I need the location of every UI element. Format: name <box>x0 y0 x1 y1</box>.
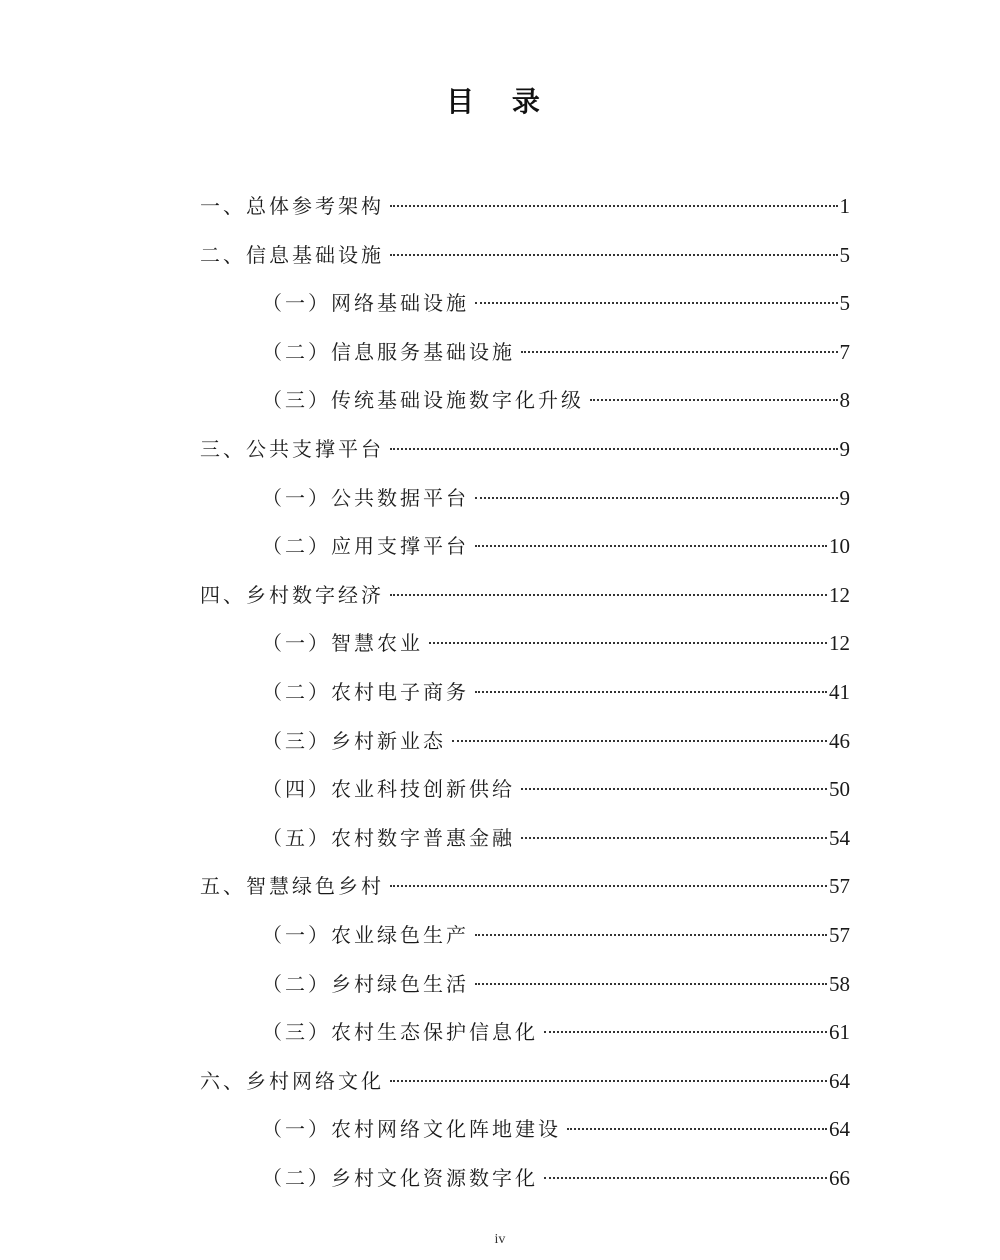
toc-entry-label: （三）传统基础设施数字化升级 <box>262 388 584 413</box>
dot-leader <box>544 1031 827 1033</box>
toc-entry-label: （一）农业绿色生产 <box>262 922 469 947</box>
toc-section-entry[interactable] <box>200 283 850 332</box>
toc-entry-label: （一）智慧农业 <box>262 631 423 656</box>
toc-section-entry[interactable] <box>200 721 850 770</box>
dot-leader <box>475 302 838 304</box>
toc-entry-label: 六、乡村网络文化 <box>200 1068 384 1093</box>
toc-entry-label: （二）应用支撑平台 <box>262 534 469 559</box>
dot-leader <box>390 448 838 450</box>
toc-entry-label: （一）公共数据平台 <box>262 485 469 510</box>
toc-entry-page: 64 <box>829 1068 850 1093</box>
dot-leader <box>590 399 838 401</box>
toc-entry-page: 7 <box>839 339 850 364</box>
dot-leader <box>390 254 838 256</box>
toc-entry-label: 四、乡村数字经济 <box>200 582 384 607</box>
table-of-contents <box>200 186 850 1206</box>
toc-entry-page: 54 <box>829 825 850 850</box>
toc-section-entry[interactable] <box>200 818 850 867</box>
toc-section-entry[interactable] <box>200 769 850 818</box>
toc-section-entry[interactable] <box>200 1012 850 1061</box>
toc-entry-page: 12 <box>829 631 850 656</box>
toc-entry-label: （二）乡村绿色生活 <box>262 971 469 996</box>
toc-entry-page: 57 <box>829 874 850 899</box>
dot-leader <box>544 1177 827 1179</box>
dot-leader <box>475 983 827 985</box>
toc-chapter-entry[interactable] <box>200 186 850 235</box>
toc-entry-page: 8 <box>839 388 850 413</box>
toc-chapter-entry[interactable] <box>200 1061 850 1110</box>
toc-entry-label: （三）农村生态保护信息化 <box>262 1020 538 1045</box>
dot-leader <box>521 351 838 353</box>
toc-chapter-entry[interactable] <box>200 866 850 915</box>
toc-section-entry[interactable] <box>200 672 850 721</box>
toc-entry-page: 5 <box>839 291 850 316</box>
toc-entry-page: 57 <box>829 922 850 947</box>
toc-entry-page: 10 <box>829 534 850 559</box>
toc-entry-page: 12 <box>829 582 850 607</box>
toc-entry-label: （五）农村数字普惠金融 <box>262 825 515 850</box>
toc-entry-page: 41 <box>829 679 850 704</box>
toc-chapter-entry[interactable] <box>200 235 850 284</box>
toc-chapter-entry[interactable] <box>200 575 850 624</box>
toc-entry-page: 50 <box>829 777 850 802</box>
toc-entry-label: （三）乡村新业态 <box>262 728 446 753</box>
toc-entry-page: 1 <box>839 194 850 218</box>
dot-leader <box>475 691 827 693</box>
dot-leader <box>429 642 827 644</box>
dot-leader <box>390 205 838 207</box>
dot-leader <box>567 1128 827 1130</box>
toc-section-entry[interactable] <box>200 623 850 672</box>
toc-section-entry[interactable] <box>200 380 850 429</box>
toc-entry-label: （二）乡村文化资源数字化 <box>262 1165 538 1190</box>
toc-section-entry[interactable] <box>200 1109 850 1158</box>
toc-entry-page: 5 <box>839 242 850 267</box>
dot-leader <box>390 594 827 596</box>
toc-entry-page: 66 <box>829 1165 850 1190</box>
page-number: iv <box>494 1232 506 1247</box>
toc-entry-label: 三、公共支撑平台 <box>200 436 384 461</box>
toc-section-entry[interactable] <box>200 478 850 527</box>
toc-entry-label: （一）农村网络文化阵地建设 <box>262 1117 561 1142</box>
toc-entry-label: 五、智慧绿色乡村 <box>200 874 384 899</box>
toc-entry-page: 9 <box>839 485 850 510</box>
toc-section-entry[interactable] <box>200 332 850 381</box>
toc-entry-label: 二、信息基础设施 <box>200 242 384 267</box>
toc-section-entry[interactable] <box>200 964 850 1013</box>
toc-chapter-entry[interactable] <box>200 429 850 478</box>
page-title: 目 录 <box>446 85 554 118</box>
dot-leader <box>475 934 827 936</box>
dot-leader <box>521 837 827 839</box>
toc-entry-label: （二）农村电子商务 <box>262 679 469 704</box>
toc-entry-label: 一、总体参考架构 <box>200 194 384 218</box>
toc-entry-page: 64 <box>829 1117 850 1142</box>
dot-leader <box>475 545 827 547</box>
dot-leader <box>452 740 827 742</box>
toc-entry-page: 58 <box>829 971 850 996</box>
dot-leader <box>521 788 827 790</box>
toc-entry-page: 46 <box>829 728 850 753</box>
toc-section-entry[interactable] <box>200 1158 850 1207</box>
toc-section-entry[interactable] <box>200 915 850 964</box>
toc-entry-page: 61 <box>829 1020 850 1045</box>
toc-entry-label: （二）信息服务基础设施 <box>262 339 515 364</box>
dot-leader <box>390 885 827 887</box>
toc-entry-label: （四）农业科技创新供给 <box>262 777 515 802</box>
dot-leader <box>390 1080 827 1082</box>
toc-entry-label: （一）网络基础设施 <box>262 291 469 316</box>
toc-section-entry[interactable] <box>200 526 850 575</box>
dot-leader <box>475 497 838 499</box>
toc-entry-page: 9 <box>839 436 850 461</box>
